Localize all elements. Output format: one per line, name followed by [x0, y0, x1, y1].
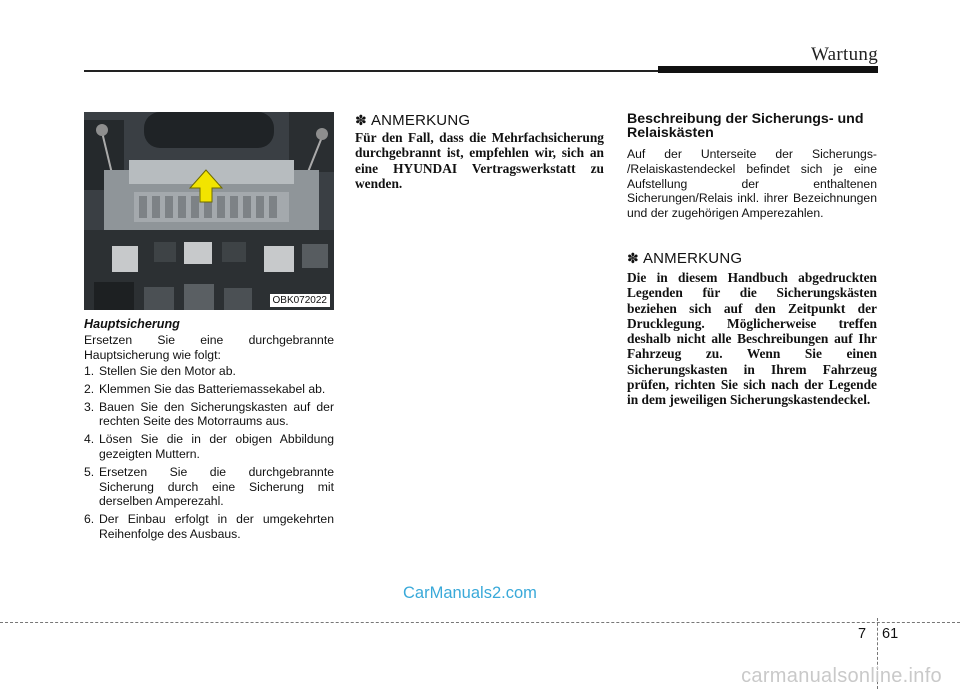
note-star-icon: ✽	[627, 250, 639, 266]
main-fuse-intro: Ersetzen Sie eine durchgebrannte Hauptsicherung wie folgt:	[84, 333, 334, 362]
fuse-box-description-heading: Beschreibung der Sicherungs- und Relaiskästen	[627, 111, 864, 141]
step-text: Ersetzen Sie die durchgebrannte Sicherung durch eine Sicherung mit derselben Amperezahl.	[99, 464, 334, 509]
note-title-text: ANMERKUNG	[370, 112, 471, 129]
note-heading	[627, 250, 742, 267]
list-item	[84, 465, 334, 509]
step-number: 5.	[84, 464, 95, 479]
fuse-box-description-text: Auf der Unterseite der Sicherungs- /Relaiskastendeckel befindet sich je eine Aufstellung der enthaltenen Sicherungen/Relais inkl. ihrer Bezeichnungen und der zugehörigen Amperezahlen.	[627, 147, 877, 221]
step-number: 2.	[84, 381, 95, 396]
photo-code-label: OBK072022	[270, 294, 331, 307]
list-item	[84, 382, 334, 397]
note-title-text: ANMERKUNG	[642, 250, 743, 267]
step-text: Lösen Sie die in der obigen Abbildung gezeigten Muttern.	[99, 432, 334, 461]
step-number: 6.	[84, 512, 95, 527]
list-item	[84, 512, 334, 542]
header-rule	[84, 70, 658, 72]
footer-rule	[0, 622, 960, 623]
chapter-number: 7	[858, 626, 867, 642]
list-item	[84, 400, 334, 430]
fuse-box-photo	[84, 112, 334, 310]
header-bar	[658, 66, 878, 73]
main-fuse-heading: Hauptsicherung	[84, 317, 180, 331]
note-star-icon: ✽	[355, 112, 367, 128]
section-title: Wartung	[810, 44, 878, 65]
page-number: 61	[882, 626, 899, 642]
step-number: 3.	[84, 399, 95, 414]
footer-site-watermark[interactable]: carmanualsonline.info	[741, 665, 942, 687]
step-text: Bauen Sie den Sicherungskasten auf der rechten Seite des Motorraums aus.	[99, 399, 334, 429]
note-body: Die in diesem Handbuch abgedruckten Legenden für die Sicherungskästen beziehen sich auf den Zeitpunkt der Drucklegung. Möglicherweise treffen deshalb nicht alle Beschreibungen auf Ihr Fahrzeug zu. Wenn Sie einen Sicherungskasten in Ihrem Fahrzeug prüfen, richten Sie sich nach der Legende in dem jeweiligen Sicherungskastendeckel.	[627, 270, 877, 408]
list-item	[84, 432, 334, 462]
watermark-link[interactable]: CarManuals2.com	[403, 584, 537, 602]
replacement-steps	[84, 364, 334, 545]
note-heading	[355, 112, 470, 129]
step-number: 1.	[84, 364, 95, 378]
step-text: Stellen Sie den Motor ab.	[99, 364, 236, 378]
step-text: Klemmen Sie das Batteriemassekabel ab.	[99, 381, 326, 396]
step-number: 4.	[84, 432, 95, 447]
note-body: Für den Fall, dass die Mehrfachsicherung durchgebrannt ist, empfehlen wir, sich an eine HYUNDAI Vertragswerkstatt zu wenden.	[355, 130, 604, 191]
list-item	[84, 364, 334, 379]
step-text: Der Einbau erfolgt in der umgekehrten Reihenfolge des Ausbaus.	[99, 512, 334, 541]
